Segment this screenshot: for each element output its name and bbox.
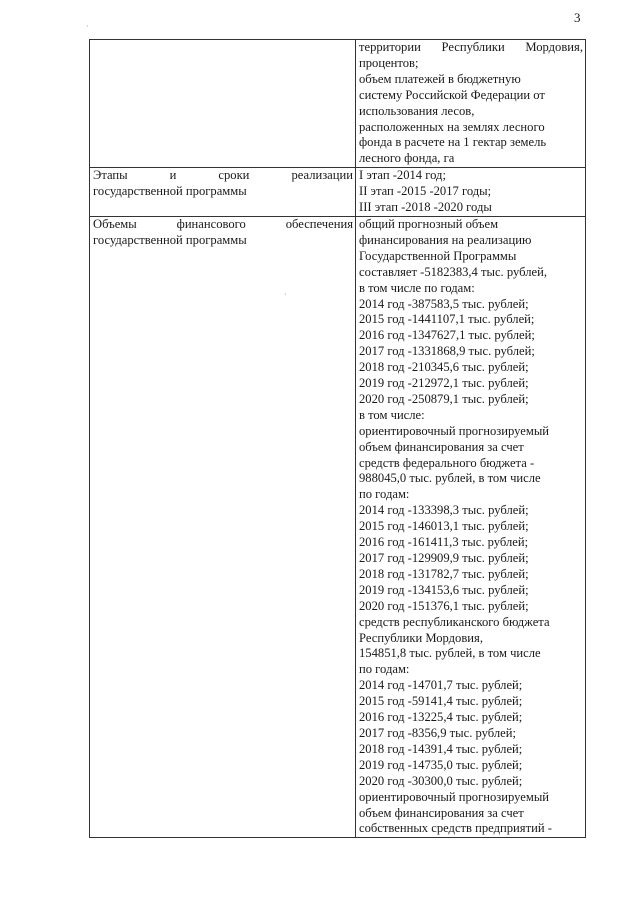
- row-value-cell: [356, 168, 586, 217]
- value-line: 2017 год -129909,9 тыс. рублей;: [359, 551, 529, 565]
- value-line: финансирования на реализацию: [359, 232, 532, 247]
- value-line: лесного фонда, га: [359, 151, 455, 166]
- value-line: в том числе по годам:: [359, 280, 475, 295]
- value-line: ориентировочный прогнозируемый: [359, 789, 550, 804]
- value-line: систему Российской Федерации от: [359, 87, 545, 102]
- table-row: [90, 168, 586, 217]
- value-line: 2016 год -13225,4 тыс. рублей;: [359, 710, 523, 725]
- value-line: 2015 год -1441107,1 тыс. рублей;: [359, 312, 535, 327]
- value-line: в том числе:: [359, 407, 425, 422]
- value-line: 2017 год -1331868,9 тыс. рублей;: [359, 344, 535, 359]
- value-line: II этап -2015 -2017 годы;: [359, 184, 492, 199]
- value-line: объем платежей в бюджетную: [359, 71, 521, 86]
- value-line: Государственной Программы: [359, 248, 517, 263]
- value-line: 2019 год -212972,1 тыс. рублей;: [359, 376, 529, 391]
- value-line: 988045,0 тыс. рублей, в том числе: [359, 471, 541, 486]
- table-row: [90, 40, 586, 168]
- value-line: объем финансирования за счет: [359, 439, 524, 454]
- value-line: расположенных на землях лесного: [359, 119, 545, 134]
- value-line: III этап -2018 -2020 годы: [359, 200, 492, 215]
- value-line: 2018 год -14391,4 тыс. рублей;: [359, 741, 523, 756]
- value-line: 2016 год -161411,3 тыс. рублей;: [359, 535, 529, 550]
- value-line: 2017 год -8356,9 тыс. рублей;: [359, 725, 516, 740]
- value-line: средств федерального бюджета -: [359, 455, 535, 470]
- table-row: [90, 216, 586, 837]
- program-passport-table: [89, 39, 586, 838]
- value-line: 2019 год -14735,0 тыс. рублей;: [359, 757, 523, 772]
- row-value-cell: [356, 40, 586, 168]
- value-line: общий прогнозный объем: [359, 216, 499, 231]
- label-line: государственной программы: [93, 232, 247, 247]
- label-line: государственной программы: [93, 184, 247, 199]
- value-line: фонда в расчете на 1 гектар земель: [359, 135, 547, 150]
- value-line: объем финансирования за счет: [359, 805, 524, 820]
- value-line: 2016 год -1347627,1 тыс. рублей;: [359, 328, 535, 343]
- scan-dot: ·: [284, 290, 287, 299]
- value-line: ориентировочный прогнозируемый: [359, 423, 550, 438]
- value-line: собственных средств предприятий -: [359, 821, 552, 836]
- value-line: Республики Мордовия,: [359, 630, 483, 645]
- value-line: 2020 год -250879,1 тыс. рублей;: [359, 391, 529, 406]
- value-line: средств республиканского бюджета: [359, 614, 550, 629]
- value-line: составляет -5182383,4 тыс. рублей,: [359, 264, 547, 279]
- value-line: 2015 год -59141,4 тыс. рублей;: [359, 694, 523, 709]
- value-line: 2015 год -146013,1 тыс. рублей;: [359, 519, 529, 534]
- value-line: по годам:: [359, 662, 410, 677]
- value-line: 2020 год -30300,0 тыс. рублей;: [359, 773, 523, 788]
- value-line: территории Республики Мордовия,: [359, 40, 583, 54]
- value-line: 2020 год -151376,1 тыс. рублей;: [359, 598, 529, 613]
- scan-dot: ·: [86, 22, 89, 31]
- row-label-cell: [90, 216, 356, 837]
- page-number: 3: [574, 10, 581, 25]
- label-line: Объемы финансового обеспечения: [93, 216, 353, 231]
- label-line: Этапы и сроки реализации: [93, 168, 353, 183]
- row-value-cell: [356, 216, 586, 837]
- value-line: I этап -2014 год;: [359, 168, 446, 183]
- value-line: 2018 год -210345,6 тыс. рублей;: [359, 360, 529, 375]
- value-line: процентов;: [359, 55, 419, 70]
- value-line: использования лесов,: [359, 103, 475, 118]
- value-line: 2014 год -387583,5 тыс. рублей;: [359, 296, 529, 311]
- value-line: 154851,8 тыс. рублей, в том числе: [359, 646, 541, 661]
- value-line: 2018 год -131782,7 тыс. рублей;: [359, 566, 529, 581]
- row-label-cell: [90, 40, 356, 168]
- value-line: 2019 год -134153,6 тыс. рублей;: [359, 582, 529, 597]
- row-label-cell: [90, 168, 356, 217]
- value-line: 2014 год -14701,7 тыс. рублей;: [359, 678, 523, 693]
- value-line: по годам:: [359, 487, 410, 502]
- value-line: 2014 год -133398,3 тыс. рублей;: [359, 503, 529, 518]
